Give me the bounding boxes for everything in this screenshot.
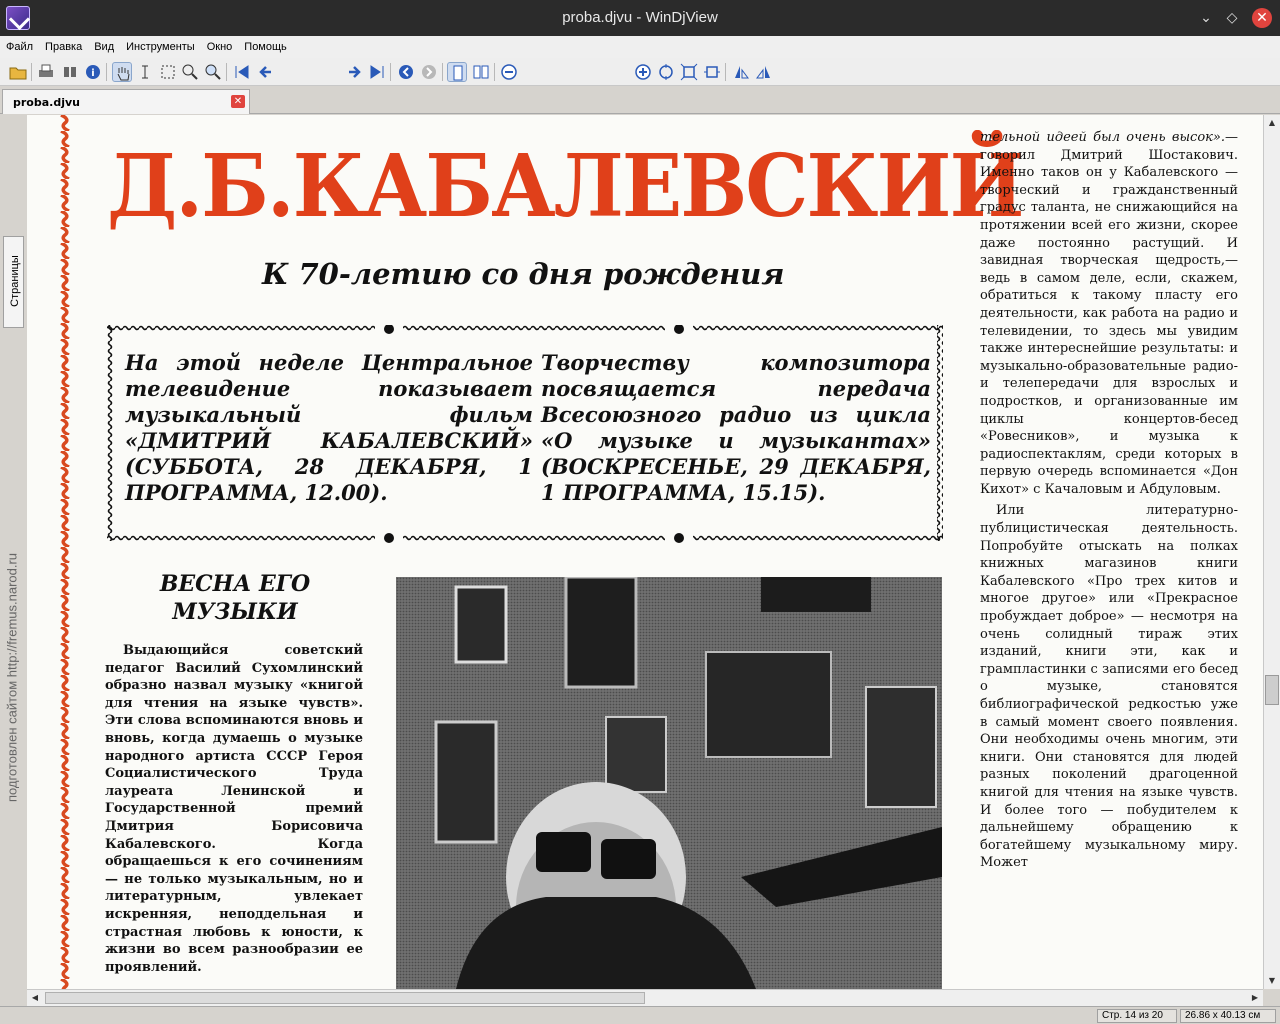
watermark-text: подготовлен сайтом http://fremus.narod.ru <box>4 552 20 803</box>
rotate-left-icon[interactable] <box>731 62 751 82</box>
select-rect-icon[interactable] <box>158 62 178 82</box>
horizontal-scrollbar[interactable] <box>27 989 1263 1006</box>
decorative-rope-border <box>59 115 71 989</box>
right-col-paragraph-2: Или литературно-публицистическая деятельность. Попробуйте отыскать на полках книжных магазинов книги Кабалевского «Про трех китов и многое другое» или «Прекрасное пробуждает доброе» — несмотря на очень солидный тираж этих изданий, книги эти, как и грампластинки с записями его бесед о музыке, становятся библиографической редкостью уже в самый момент своего появления. Они необходимы очень многим, эти книги. Они становятся для людей разных поколений драгоценной книгой для чтения на языке чувств. И более того — побудителем к дальнейшему обращению к богатейшему музыкальному миру. Может <box>980 503 1238 871</box>
djvu-page <box>27 115 1263 989</box>
print-icon[interactable] <box>36 62 56 82</box>
prev-page-icon[interactable] <box>256 62 276 82</box>
article-body-right <box>980 129 1238 872</box>
document-viewport[interactable] <box>27 115 1263 989</box>
right-col-paragraph-1: — говорил Дмитрий Шостакович. Именно таков он у Кабалевского — творческий и гражданственный градус таланта, не снижающийся на протяжении всей его жизни, скорее даже постоянно растущий. И завидная творческая щедрость,— ведь в самом деле, если, скажем, обратиться к такому пласту его деятельности, как работа на радио и телевидении, то здесь мы увидим также интереснейшие результаты: и музыкально-образовательные радио- и телепередачи для взрослых и подростков, и организованные им циклы концертов-бесед «Ровесников», и музыка к радиоспектаклям, среди которых в первую очередь вспоминается «Дон Кихот» с Качаловым и Абдуловым. <box>980 130 1238 497</box>
next-page-icon[interactable] <box>344 62 364 82</box>
svg-text:i: i <box>91 68 95 79</box>
headline: Д.Б.КАБАЛЕВСКИЙ <box>107 136 1023 237</box>
status-bar <box>0 1006 1280 1024</box>
menu-file[interactable]: Файл <box>6 41 34 53</box>
actual-size-icon[interactable] <box>702 62 722 82</box>
rotate-right-icon[interactable] <box>754 62 774 82</box>
find-icon[interactable] <box>60 62 80 82</box>
hand-tool-icon[interactable] <box>112 62 132 82</box>
info-icon[interactable] <box>83 62 103 82</box>
close-tab-icon[interactable]: ✕ <box>231 95 245 108</box>
scroll-down-icon[interactable]: ▼ <box>1268 976 1276 985</box>
status-page: Стр. 14 из 20 <box>1097 1009 1177 1023</box>
menu-window[interactable]: Окно <box>206 41 233 53</box>
window-title: proba.djvu - WinDjView <box>562 9 718 26</box>
menu-edit[interactable]: Правка <box>45 41 83 53</box>
zoom-rect-icon[interactable] <box>180 62 200 82</box>
title-bar <box>0 0 1280 36</box>
menu-tools[interactable]: Инструменты <box>126 41 195 53</box>
announcement-box <box>107 325 943 543</box>
select-text-icon[interactable] <box>135 62 155 82</box>
status-page-size: 26.86 x 40.13 см <box>1180 1009 1276 1023</box>
scroll-left-icon[interactable]: ◀ <box>31 993 39 1002</box>
zoom-out-icon[interactable] <box>499 62 519 82</box>
back-icon[interactable] <box>396 62 416 82</box>
scroll-up-icon[interactable]: ▲ <box>1268 118 1276 127</box>
sidebar <box>0 114 26 1024</box>
fit-page-icon[interactable] <box>679 62 699 82</box>
box-left-text: На этой неделе Центральное телевидение показывает музыкальный фильм «ДМИТРИЙ КАБАЛЕВСКИЙ» (СУББОТА, 28 ДЕКАБРЯ, 1 ПРОГРАММА, 12.00). <box>125 350 533 505</box>
article-body-left: Выдающийся советский педагог Василий Сухомлинский образно назвал музыку «книгой для чтения на языке чувств». Эти слова вспоминаются вновь и вновь, когда думаешь о музыке народного артиста СССР Героя Социалистического Труда лауреата Ленинской и Государственной премий Дмитрия Борисовича Кабалевского. Когда обращаешься к его сочинениям — не только музыкальным, но и литературным, увлекает искренняя, неподдельная и страстная любовь к юности, к жизни во всем разнообразии ее проявлений. <box>105 643 363 975</box>
tab-pages-label: Страницы <box>9 255 21 307</box>
open-folder-icon[interactable] <box>8 62 28 82</box>
vertical-scrollbar[interactable] <box>1263 115 1280 989</box>
tab-label: proba.djvu <box>13 96 80 109</box>
magnifier-icon[interactable] <box>203 62 223 82</box>
tab-pages[interactable] <box>3 236 24 328</box>
box-right-text: Творчеству композитора посвящается передача Всесоюзного радио из цикла «О музыке и музыкантах» (ВОСКРЕСЕНЬЕ, 29 ДЕКАБРЯ, 1 ПРОГРАММА, 15.15). <box>541 350 931 505</box>
forward-icon[interactable] <box>419 62 439 82</box>
zoom-in-icon[interactable] <box>633 62 653 82</box>
maximize-icon[interactable]: ◇ <box>1226 10 1238 26</box>
right-col-quote-end: тельной идеей был очень высок». <box>980 130 1225 145</box>
document-tab-bar <box>0 86 1280 114</box>
section-heading: ВЕСНА ЕГО МУЗЫКИ <box>159 571 311 625</box>
portrait-photo <box>396 577 942 989</box>
first-page-icon[interactable] <box>232 62 252 82</box>
last-page-icon[interactable] <box>367 62 387 82</box>
single-page-icon[interactable] <box>447 62 467 82</box>
scroll-right-icon[interactable]: ▶ <box>1251 993 1259 1002</box>
toolbar <box>0 58 1280 86</box>
menu-bar <box>0 36 1280 58</box>
menu-view[interactable]: Вид <box>94 41 115 53</box>
minimize-icon[interactable]: ⌄ <box>1200 10 1212 26</box>
close-icon[interactable]: ✕ <box>1252 8 1272 28</box>
menu-help[interactable]: Помощь <box>244 41 287 53</box>
horizontal-scroll-thumb[interactable] <box>45 992 645 1004</box>
vertical-scroll-thumb[interactable] <box>1265 675 1279 705</box>
fit-width-icon[interactable] <box>656 62 676 82</box>
subheadline: К 70-летию со дня рождения <box>262 257 785 291</box>
tab-proba-djvu[interactable] <box>2 89 250 114</box>
facing-pages-icon[interactable] <box>471 62 491 82</box>
